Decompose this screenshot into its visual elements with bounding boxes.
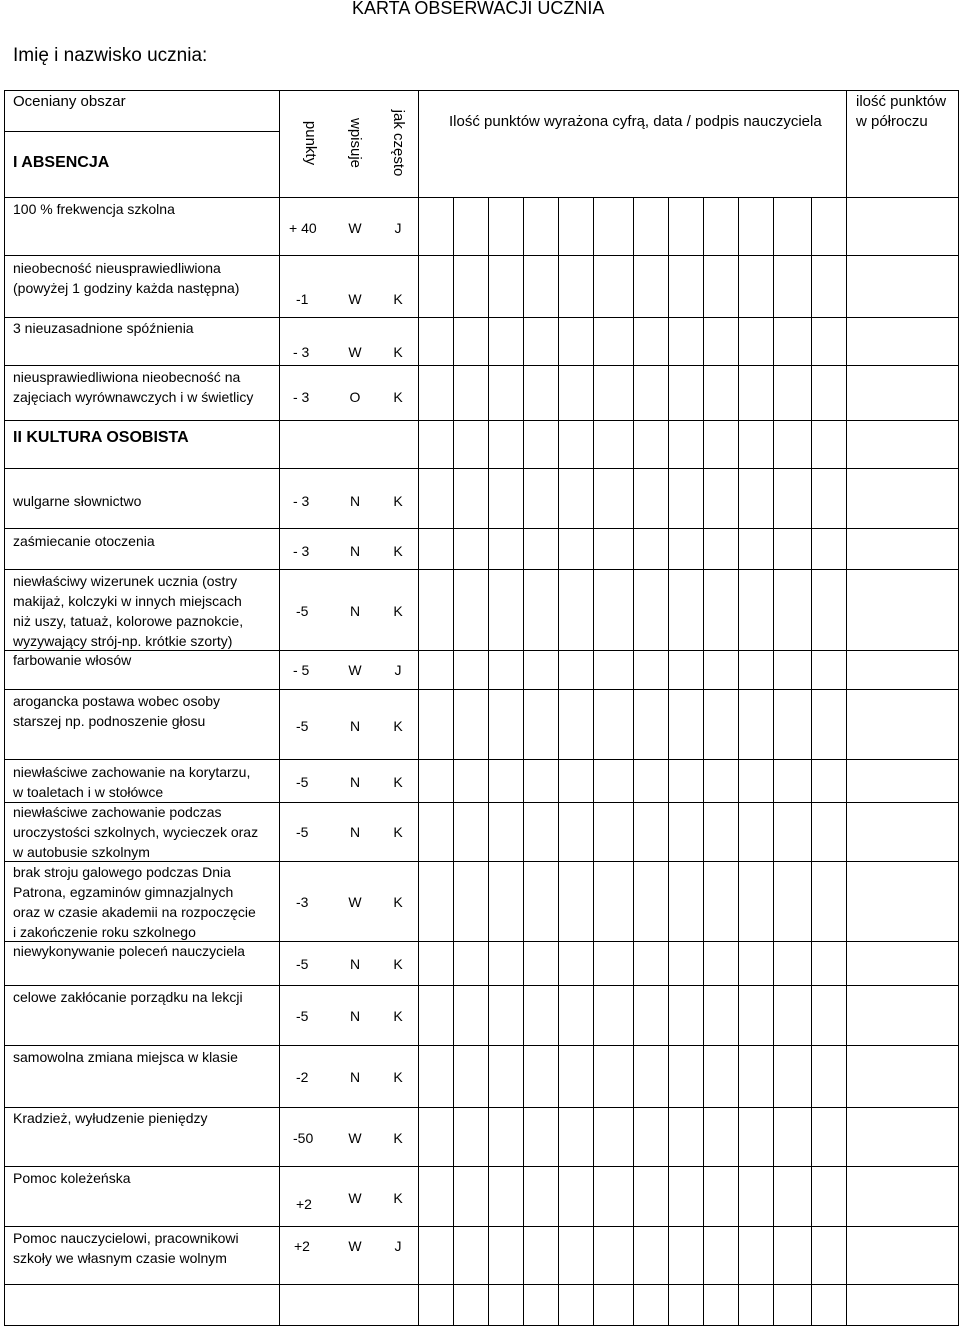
criterion-text: niewłaściwe zachowanie podczas [13, 804, 222, 820]
criterion-text: niewłaściwy wizerunek ucznia (ostry [13, 573, 238, 589]
criterion-text: brak stroju galowego podczas Dnia [13, 864, 231, 880]
criterion-text: Patrona, egzaminów gimnazjalnych [13, 884, 234, 900]
criterion-text: oraz w czasie akademii na rozpoczęcie [13, 904, 256, 920]
points-value: -2 [296, 1069, 309, 1085]
criterion-text: wyzywający strój-np. krótkie szorty) [13, 633, 233, 649]
writes-value: W [348, 1238, 362, 1254]
criterion-text: celowe zakłócanie porządku na lekcji [13, 989, 243, 1005]
criterion-text: zaśmiecanie otoczenia [13, 533, 155, 549]
writes-value: W [348, 662, 362, 678]
criterion-text: farbowanie włosów [13, 652, 132, 668]
criterion-text: Pomoc nauczycielowi, pracownikowi [13, 1230, 239, 1246]
points-value: -3 [296, 894, 309, 910]
writes-value: N [349, 956, 361, 972]
section-title-culture: II KULTURA OSOBISTA [13, 429, 189, 446]
frequency-value: K [393, 1008, 403, 1024]
points-value: -5 [296, 774, 309, 790]
writes-value: W [348, 344, 362, 360]
criterion-text: arogancka postawa wobec osoby [13, 693, 221, 709]
points-value: +2 [294, 1238, 310, 1254]
writes-value: O [349, 389, 361, 405]
points-value: -50 [293, 1130, 314, 1146]
writes-value: N [349, 718, 361, 734]
frequency-value: J [394, 662, 402, 678]
writes-value: W [348, 1190, 362, 1206]
criterion-text: nieusprawiedliwiona nieobecność na [13, 369, 241, 385]
description-column-header: Ilość punktów wyrażona cyfrą, data / podpis nauczyciela [449, 113, 822, 130]
frequency-value: K [393, 1069, 403, 1085]
criterion-text: samowolna zmiana miejsca w klasie [13, 1049, 238, 1065]
criterion-text: Pomoc koleżeńska [13, 1170, 131, 1186]
criterion-text: szkoły we własnym czasie wolnym [13, 1250, 227, 1266]
frequency-value: K [393, 344, 403, 360]
frequency-value: K [393, 894, 403, 910]
writes-value: N [349, 1008, 361, 1024]
points-value: - 3 [293, 543, 310, 559]
frequency-value: K [393, 774, 403, 790]
section-title-absence: I ABSENCJA [13, 154, 110, 171]
writes-value: N [349, 774, 361, 790]
frequency-value: J [394, 220, 402, 236]
criterion-text: starszej np. podnoszenie głosu [13, 713, 206, 729]
frequency-value: K [393, 603, 403, 619]
points-column-header: punkty [302, 120, 319, 166]
points-value: -5 [296, 603, 309, 619]
criterion-text: niż uszy, tatuaż, kolorowe paznokcie, [13, 613, 244, 629]
writes-value: W [348, 1130, 362, 1146]
points-value: + 40 [289, 220, 317, 236]
points-value: -1 [296, 291, 309, 307]
frequency-value: K [393, 389, 403, 405]
writes-value: N [349, 1069, 361, 1085]
writes-value: W [348, 291, 362, 307]
frequency-value: K [393, 824, 403, 840]
frequency-column-header: jak często [390, 109, 407, 177]
writes-value: N [349, 603, 361, 619]
points-value: -5 [296, 718, 309, 734]
criterion-text: niewłaściwe zachowanie na korytarzu, [13, 764, 251, 780]
writes-value: W [348, 894, 362, 910]
frequency-value: K [393, 543, 403, 559]
criterion-text: wulgarne słownictwo [13, 493, 142, 509]
points-value: -5 [296, 1008, 309, 1024]
criterion-text: Kradzież, wyłudzenie pieniędzy [13, 1110, 208, 1126]
frequency-value: K [393, 291, 403, 307]
points-value: - 3 [293, 389, 310, 405]
criterion-text: 3 nieuzasadnione spóźnienia [13, 320, 194, 336]
writes-value: N [349, 543, 361, 559]
criterion-text: i zakończenie roku szkolnego [13, 924, 196, 940]
writes-value: N [349, 824, 361, 840]
criterion-text: zajęciach wyrównawczych i w świetlicy [13, 389, 254, 405]
writes-value: N [349, 493, 361, 509]
writes-column-header: wpisuje [347, 117, 364, 169]
criterion-text: 100 % frekwencja szkolna [13, 201, 175, 217]
criterion-text: niewykonywanie poleceń nauczyciela [13, 943, 245, 959]
points-value: - 3 [293, 493, 310, 509]
criterion-text: w toaletach i w stołówce [13, 784, 164, 800]
points-value: +2 [296, 1196, 312, 1212]
area-header-label: Oceniany obszar [13, 93, 126, 110]
frequency-value: J [394, 1238, 402, 1254]
criterion-text: w autobusie szkolnym [13, 844, 150, 860]
frequency-value: K [393, 1130, 403, 1146]
criterion-text: (powyżej 1 godziny każda następna) [13, 280, 240, 296]
points-value: - 3 [293, 344, 310, 360]
frequency-value: K [393, 493, 403, 509]
criterion-text: nieobecność nieusprawiedliwiona [13, 260, 221, 276]
criterion-text: uroczystości szkolnych, wycieczek oraz [13, 824, 259, 840]
writes-value: W [348, 220, 362, 236]
student-name-label: Imię i nazwisko ucznia: [13, 45, 208, 66]
frequency-value: K [393, 956, 403, 972]
points-value: -5 [296, 956, 309, 972]
points-value: -5 [296, 824, 309, 840]
frequency-value: K [393, 718, 403, 734]
total-column-header-line2: w półroczu [856, 113, 928, 130]
criterion-text: makijaż, kolczyki w innych miejscach [13, 593, 242, 609]
frequency-value: K [393, 1190, 403, 1206]
points-value: - 5 [293, 662, 310, 678]
page-title: KARTA OBSERWACJI UCZNIA [352, 0, 605, 18]
total-column-header-line1: ilość punktów [856, 93, 947, 110]
